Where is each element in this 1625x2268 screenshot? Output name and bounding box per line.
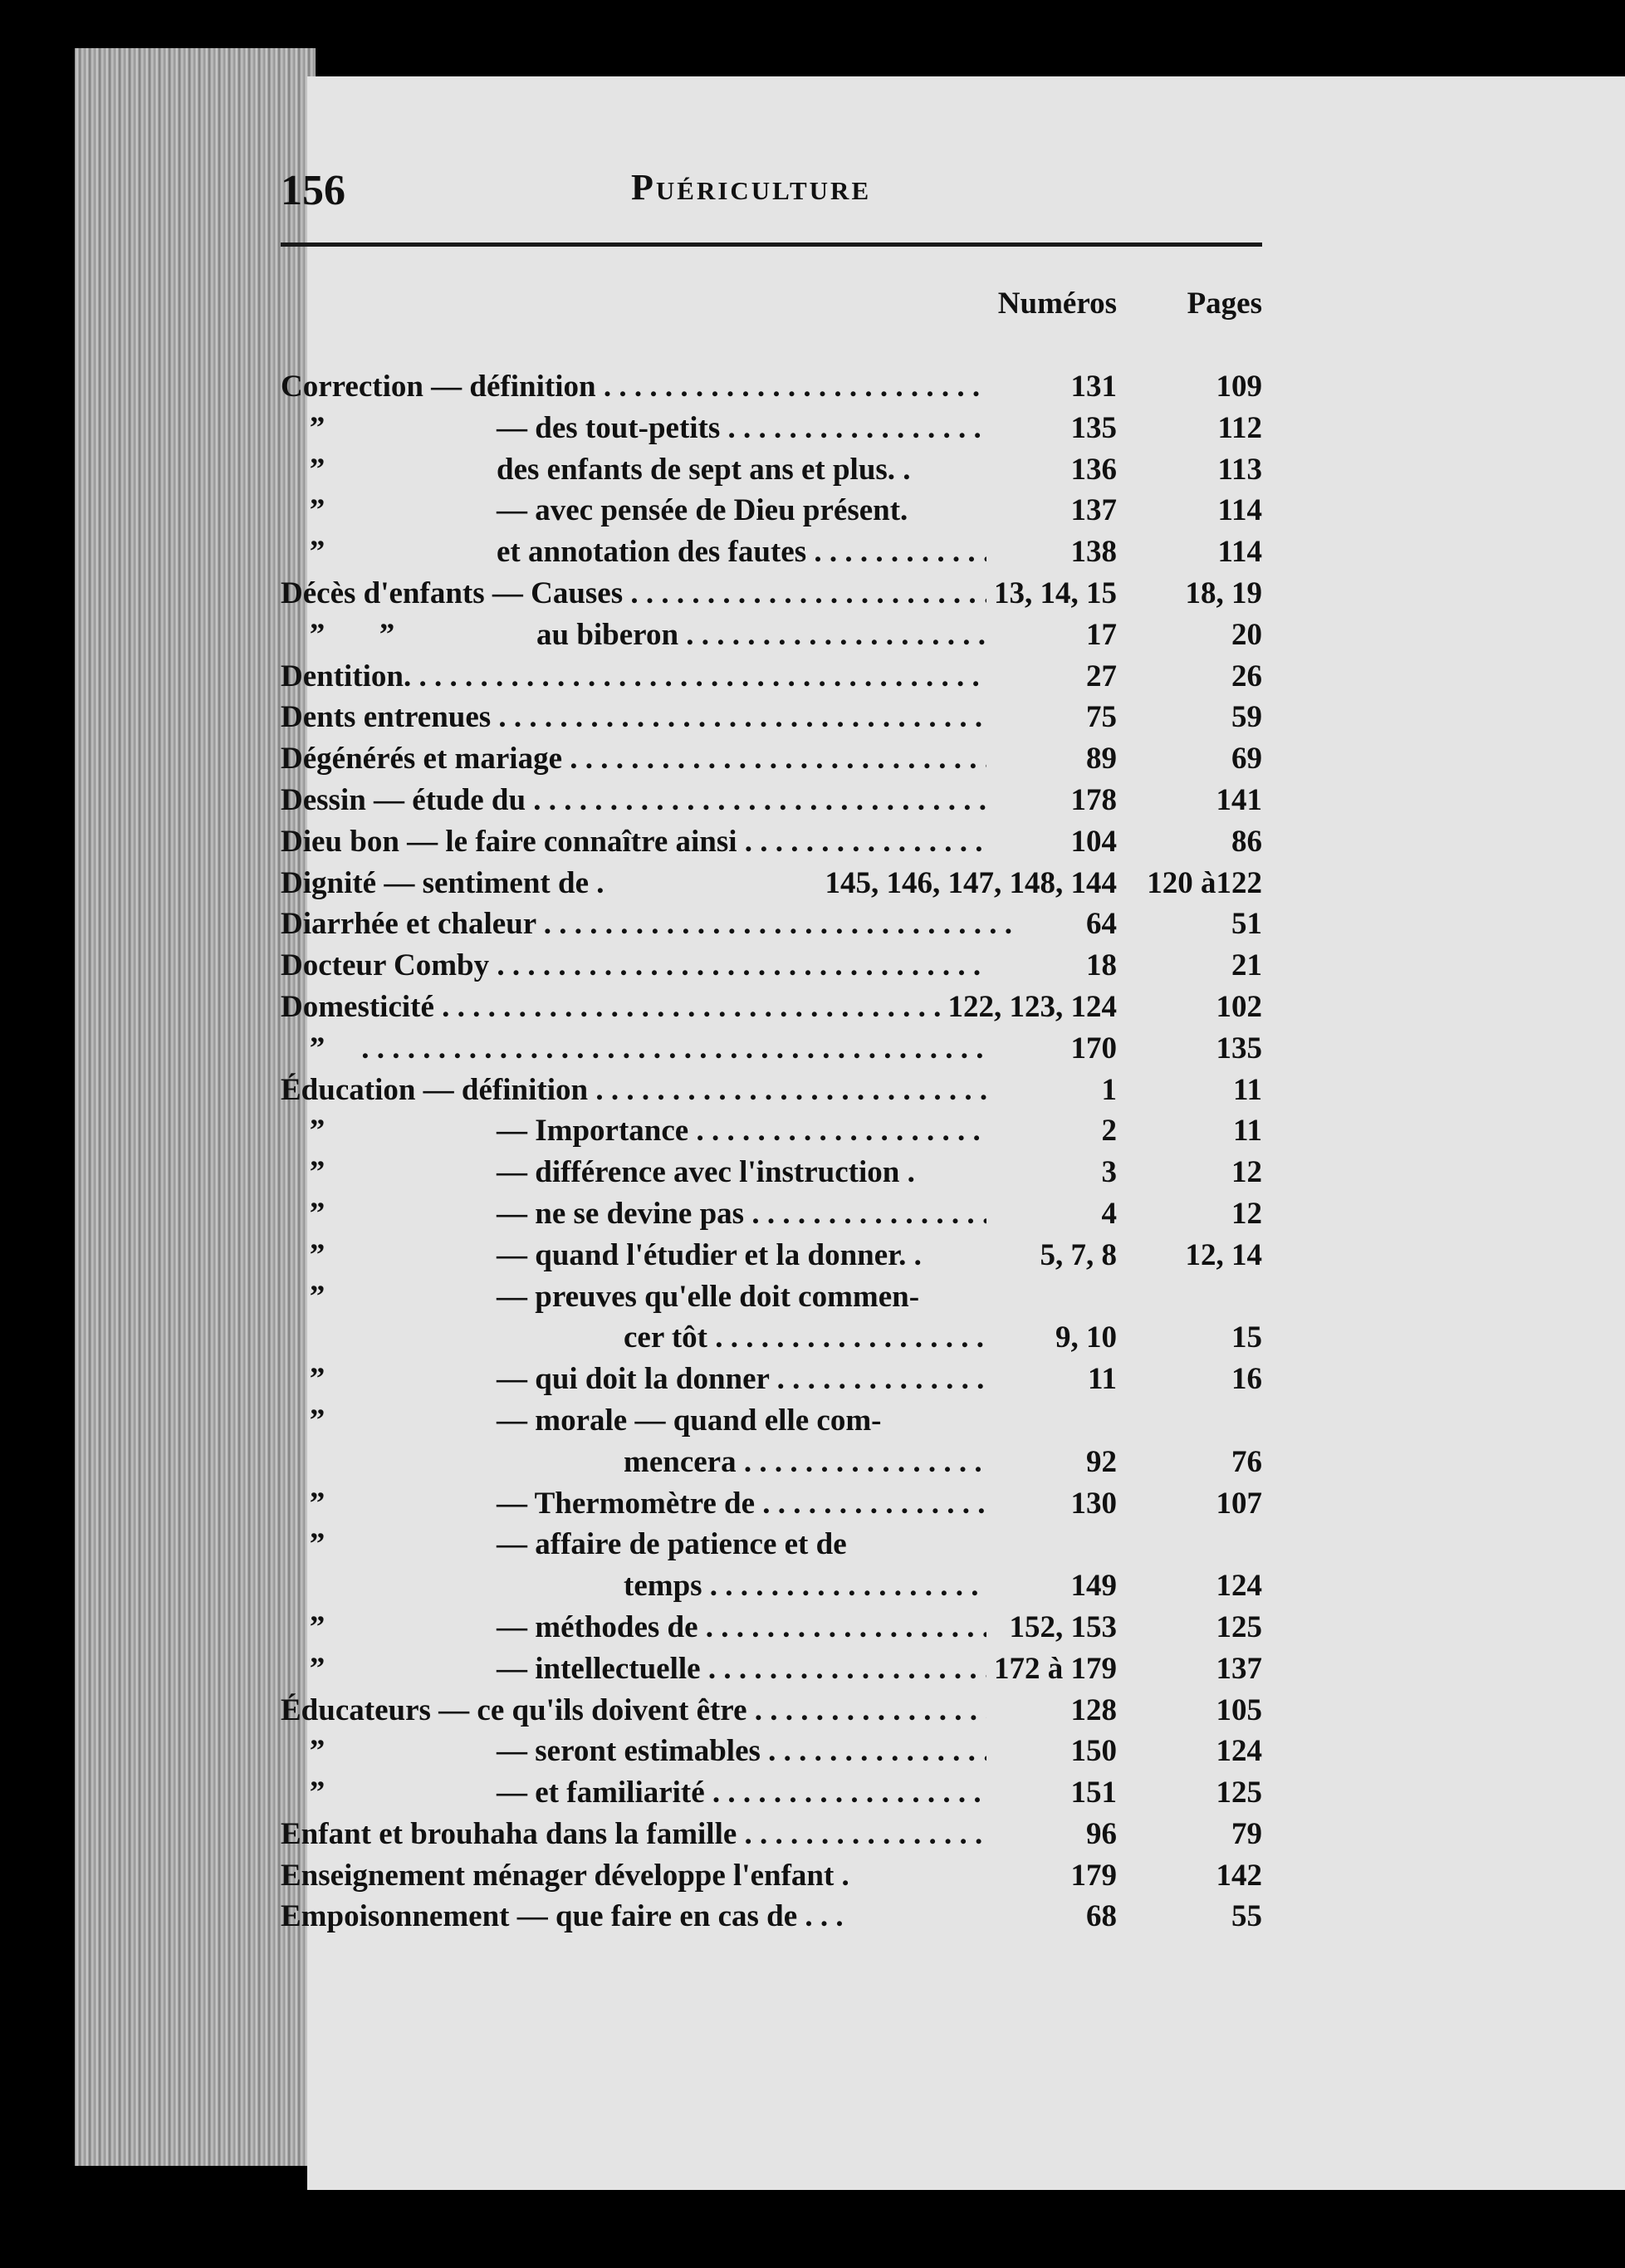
- entry-number: 179: [1070, 1858, 1117, 1893]
- ditto-mark: ”: [379, 617, 395, 652]
- entry-number: 151: [1070, 1776, 1117, 1810]
- entry-text: Dents entrenues . . .: [281, 699, 986, 735]
- index-entry: [281, 1398, 1262, 1439]
- entry-text: Docteur Comby . . .: [281, 948, 986, 983]
- entry-number: 9, 10: [1055, 1320, 1117, 1355]
- entry-number: 5, 7, 8: [1040, 1237, 1117, 1272]
- entry-number: 13, 14, 15: [994, 576, 1117, 610]
- index-entry: [281, 529, 1262, 571]
- index-entry: [281, 1728, 1262, 1770]
- entry-page: 16: [1231, 1362, 1262, 1397]
- entry-text: des enfants de sept ans et plus. .: [497, 452, 911, 487]
- entry-text: Empoisonnement — que faire en cas de . . .: [281, 1899, 844, 1934]
- entry-page: 124: [1216, 1569, 1262, 1604]
- index-entry: [281, 571, 1262, 612]
- entry-page: 79: [1231, 1816, 1262, 1851]
- index-entry: [281, 1439, 1262, 1481]
- ditto-mark: ”: [309, 1362, 325, 1397]
- index-entry: [281, 1893, 1262, 1935]
- ditto-mark: ”: [309, 1279, 325, 1314]
- header-rule: [281, 242, 1262, 247]
- entry-page: 86: [1231, 824, 1262, 859]
- entry-number: 18: [1086, 948, 1117, 983]
- ditto-mark: ”: [309, 535, 325, 570]
- entry-text: — avec pensée de Dieu présent.: [497, 493, 908, 528]
- entry-page: 105: [1216, 1692, 1262, 1727]
- entry-text: Diarrhée et chaleur . . .: [281, 906, 1020, 942]
- entry-number: 172 à 179: [994, 1651, 1117, 1686]
- entry-text: — affaire de patience et de: [497, 1527, 847, 1562]
- entry-number: 2: [1101, 1114, 1117, 1149]
- entry-text: temps: [624, 1569, 702, 1604]
- ditto-mark: ”: [309, 410, 325, 445]
- entry-page: 76: [1231, 1444, 1262, 1479]
- ditto-mark: ”: [309, 1651, 325, 1686]
- entry-page: 55: [1231, 1899, 1262, 1934]
- entry-page: 113: [1217, 452, 1262, 487]
- entry-text: Éducation — définition . . .: [281, 1072, 986, 1108]
- entry-page: 69: [1231, 742, 1262, 776]
- entry-text: Dignité — sentiment de . . .: [281, 865, 613, 901]
- index-entry: [281, 694, 1262, 736]
- index-entry: [281, 1274, 1262, 1315]
- entry-page: 125: [1216, 1776, 1262, 1810]
- entry-number: 104: [1070, 824, 1117, 859]
- index-entry: [281, 1481, 1262, 1522]
- entry-text: — Thermomètre de: [497, 1486, 755, 1521]
- ditto-mark: ”: [309, 1486, 325, 1521]
- entry-text: Correction — définition . . .: [281, 369, 986, 404]
- entry-page: 142: [1216, 1858, 1262, 1893]
- entry-text: — différence avec l'instruction .: [497, 1155, 915, 1190]
- entry-text: au biberon: [536, 617, 679, 652]
- index-entry: [281, 1356, 1262, 1398]
- index-entry: [281, 405, 1262, 447]
- entry-text: — ne se devine pas: [497, 1196, 745, 1231]
- index-entry: [281, 860, 1262, 902]
- entry-number: 149: [1070, 1569, 1117, 1604]
- entry-number: 122, 123, 124: [947, 989, 1117, 1024]
- entry-text: — morale — quand elle com-: [497, 1403, 882, 1438]
- entry-page: 141: [1216, 782, 1262, 817]
- running-title: Puériculture: [631, 167, 872, 208]
- index-entry: [281, 1770, 1262, 1811]
- entry-text: — méthodes de: [497, 1609, 698, 1644]
- entry-text: Dieu bon — le faire connaître ainsi . . .: [281, 824, 986, 860]
- entry-text: — seront estimables: [497, 1734, 761, 1769]
- entry-text: — intellectuelle: [497, 1651, 701, 1686]
- entry-number: 96: [1086, 1816, 1117, 1851]
- ditto-mark: ”: [309, 452, 325, 487]
- book-page-edges: [75, 48, 316, 2166]
- index-entry: [281, 984, 1262, 1026]
- entry-text: — quand l'étudier et la donner. .: [497, 1237, 922, 1272]
- entry-number: 128: [1070, 1692, 1117, 1727]
- entry-text: — des tout-petits: [497, 410, 721, 445]
- entry-number: 1: [1101, 1072, 1117, 1107]
- ditto-mark: ”: [309, 1609, 325, 1644]
- entry-number: 136: [1070, 452, 1117, 487]
- entry-text: — preuves qu'elle doit commen-: [497, 1279, 920, 1314]
- entry-number: 145, 146, 147, 148, 144: [825, 865, 1117, 900]
- entry-text: — et familiarité: [497, 1776, 705, 1810]
- entry-number: 131: [1070, 370, 1117, 404]
- entry-text: Dégénérés et mariage . . .: [281, 741, 986, 776]
- index-entry: [281, 1232, 1262, 1274]
- entry-page: 59: [1231, 700, 1262, 735]
- entry-number: 64: [1086, 907, 1117, 942]
- entry-number: 150: [1070, 1734, 1117, 1769]
- column-headers: [281, 281, 1262, 340]
- entry-page: 135: [1216, 1031, 1262, 1065]
- entry-text: Enfant et brouhaha dans la famille . . .: [281, 1816, 986, 1852]
- ditto-mark: ”: [309, 1196, 325, 1231]
- index-entry: [281, 736, 1262, 777]
- entry-number: 137: [1070, 493, 1117, 528]
- column-header-numbers: Numéros: [997, 287, 1117, 321]
- entry-number: 11: [1088, 1362, 1117, 1397]
- entry-number: 138: [1070, 535, 1117, 570]
- entry-number: 135: [1070, 410, 1117, 445]
- entry-number: 178: [1070, 782, 1117, 817]
- index-entry: [281, 1646, 1262, 1688]
- entry-page: 12: [1231, 1155, 1262, 1190]
- entry-number: 92: [1086, 1444, 1117, 1479]
- ditto-mark: ”: [309, 493, 325, 528]
- index-entry: [281, 654, 1262, 695]
- ditto-mark: ”: [309, 1237, 325, 1272]
- entry-page: 12: [1231, 1196, 1262, 1231]
- index-entry: [281, 1688, 1262, 1729]
- index-entry: [281, 1149, 1262, 1191]
- entry-number: 130: [1070, 1486, 1117, 1521]
- ditto-mark: ”: [309, 617, 325, 652]
- index-entry: [281, 1315, 1262, 1356]
- ditto-mark: ”: [309, 1031, 325, 1065]
- entry-page: 15: [1231, 1320, 1262, 1355]
- entry-text: mencera: [624, 1444, 737, 1479]
- entry-text: — Importance: [497, 1114, 689, 1149]
- index-entry: [281, 777, 1262, 819]
- index-entry: [281, 819, 1262, 860]
- index-entry: [281, 447, 1262, 488]
- ditto-mark: ”: [309, 1155, 325, 1190]
- ditto-mark: ”: [309, 1403, 325, 1438]
- index-entry: [281, 1191, 1262, 1232]
- entry-page: 12, 14: [1185, 1237, 1262, 1272]
- index-entry: [281, 364, 1262, 405]
- entry-number: 75: [1086, 700, 1117, 735]
- entry-text: Enseignement ménager développe l'enfant .: [281, 1858, 849, 1893]
- entry-page: 114: [1217, 535, 1262, 570]
- entry-page: 125: [1216, 1609, 1262, 1644]
- entry-text: Décès d'enfants — Causes . . .: [281, 576, 986, 611]
- entry-page: 11: [1233, 1114, 1262, 1149]
- index-entry: [281, 1521, 1262, 1563]
- entry-text: Dentition. . . .: [281, 659, 986, 694]
- ditto-mark: ”: [309, 1776, 325, 1810]
- index-list: [281, 287, 1262, 1935]
- entry-page: 124: [1216, 1734, 1262, 1769]
- index-entry: [281, 1604, 1262, 1646]
- entry-number: 3: [1101, 1155, 1117, 1190]
- entry-text: Domesticité . . .: [281, 989, 945, 1025]
- index-entry: [281, 612, 1262, 654]
- entry-number: 68: [1086, 1899, 1117, 1934]
- ditto-mark: ”: [309, 1527, 325, 1562]
- entry-page: 102: [1216, 989, 1262, 1024]
- entry-page: 112: [1217, 410, 1262, 445]
- entry-number: 27: [1086, 659, 1117, 693]
- entry-page: 137: [1216, 1651, 1262, 1686]
- index-entry: [281, 1067, 1262, 1109]
- entry-page: 20: [1231, 617, 1262, 652]
- entry-page: 107: [1216, 1486, 1262, 1521]
- ditto-mark: ”: [309, 1734, 325, 1769]
- column-header-pages: Pages: [1187, 287, 1262, 321]
- entry-number: 170: [1070, 1031, 1117, 1065]
- entry-number: 4: [1101, 1196, 1117, 1231]
- entry-page: 21: [1231, 948, 1262, 983]
- entry-text: Éducateurs — ce qu'ils doivent être . . .: [281, 1692, 986, 1728]
- entry-number: 89: [1086, 742, 1117, 776]
- entry-text: et annotation des fautes: [497, 535, 807, 570]
- entry-page: 114: [1217, 493, 1262, 528]
- entry-page: 11: [1233, 1072, 1262, 1107]
- entry-text: Dessin — étude du . . .: [281, 782, 986, 818]
- index-entry: [281, 943, 1262, 984]
- entry-text: — qui doit la donner: [497, 1362, 770, 1397]
- entry-page: 120 à122: [1147, 865, 1262, 900]
- entry-page: 109: [1216, 370, 1262, 404]
- entry-page: 51: [1231, 907, 1262, 942]
- entry-number: 152, 153: [1009, 1609, 1117, 1644]
- entry-text: cer tôt: [624, 1320, 707, 1355]
- index-entry: [281, 1108, 1262, 1149]
- index-entry: [281, 1026, 1262, 1067]
- page-number: 156: [281, 167, 345, 214]
- index-entry: [281, 1811, 1262, 1853]
- index-entry: [281, 901, 1262, 943]
- index-entry: [281, 487, 1262, 529]
- index-entry: [281, 1853, 1262, 1894]
- entry-number: 17: [1086, 617, 1117, 652]
- index-entry: [281, 1563, 1262, 1604]
- entry-page: 26: [1231, 659, 1262, 693]
- entry-page: 18, 19: [1185, 576, 1262, 610]
- ditto-mark: ”: [309, 1114, 325, 1149]
